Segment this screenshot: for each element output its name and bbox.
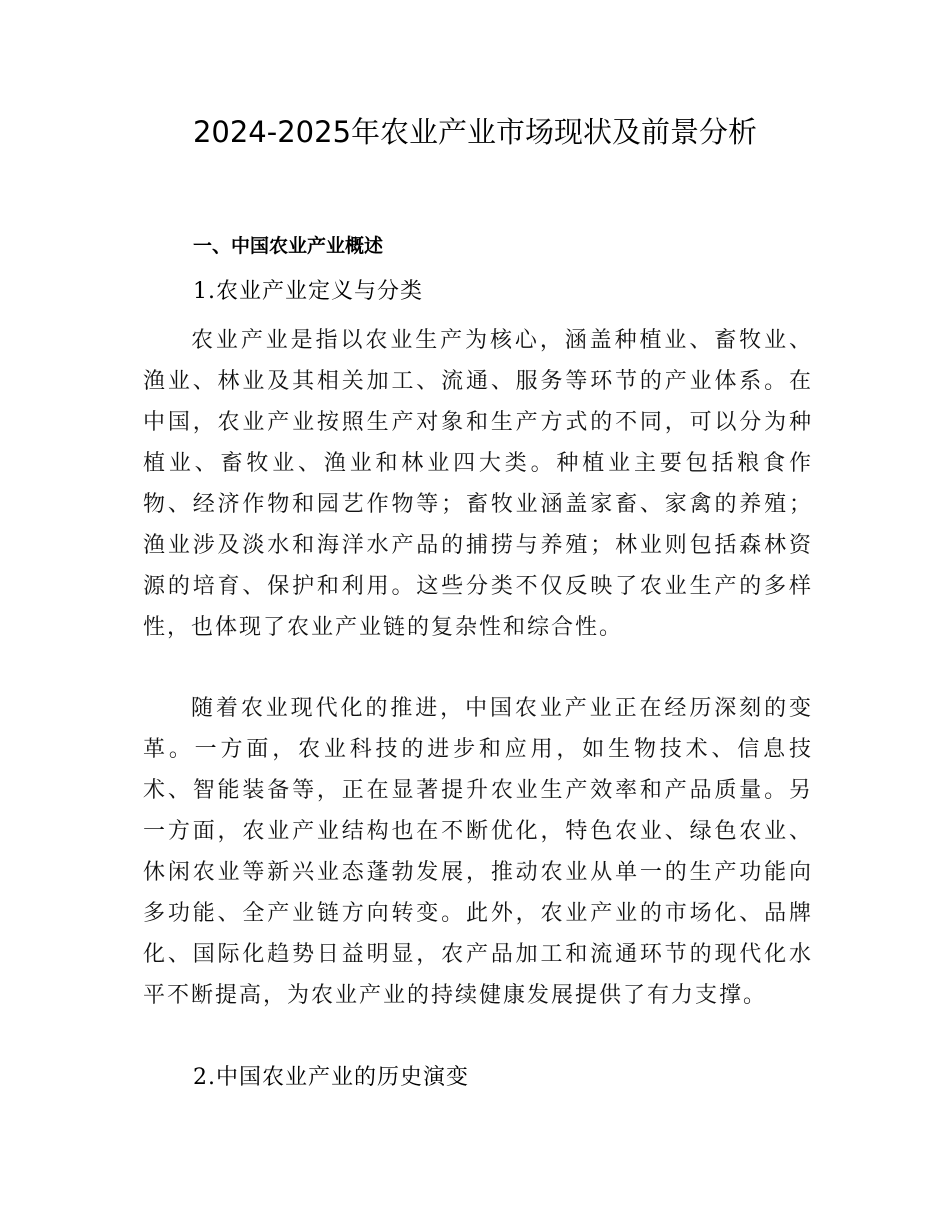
paragraph-modernization: 随着农业现代化的推进，中国农业产业正在经历深刻的变革。一方面，农业科技的进步和应用，如生物技术、信息技术、智能装备等，正在显著提升农业生产效率和产品质量。另一方面，农业产业结构也在不断优化，特色农业、绿色农业、休闲农业等新兴业态蓬勃发展，推动农业从单一的生产功能向多功能、全产业链方向转变。此外，农业产业的市场化、品牌化、国际化趋势日益明显，农产品加工和流通环节的现代化水平不断提高，为农业产业的持续健康发展提供了有力支撑。 xyxy=(143,696,813,1008)
document-title: 2024-2025年农业产业市场现状及前景分析 xyxy=(192,115,758,149)
paragraph-definition: 农业产业是指以农业生产为核心，涵盖种植业、畜牧业、渔业、林业及其相关加工、流通、服务等环节的产业体系。在中国，农业产业按照生产对象和生产方式的不同，可以分为种植业、畜牧业、渔业和林业四大类。种植业主要包括粮食作物、经济作物和园艺作物等；畜牧业涵盖家畜、家禽的养殖；渔业涉及淡水和海洋水产品的捕捞与养殖；林业则包括森林资源的培育、保护和利用。这些分类不仅反映了农业生产的多样性，也体现了农业产业链的复杂性和综合性。 xyxy=(143,328,813,640)
subsection-heading-definition: 1.农业产业定义与分类 xyxy=(193,279,423,304)
subsection-heading-history: 2.中国农业产业的历史演变 xyxy=(193,1065,469,1090)
section-heading-overview: 一、中国农业产业概述 xyxy=(193,235,384,257)
